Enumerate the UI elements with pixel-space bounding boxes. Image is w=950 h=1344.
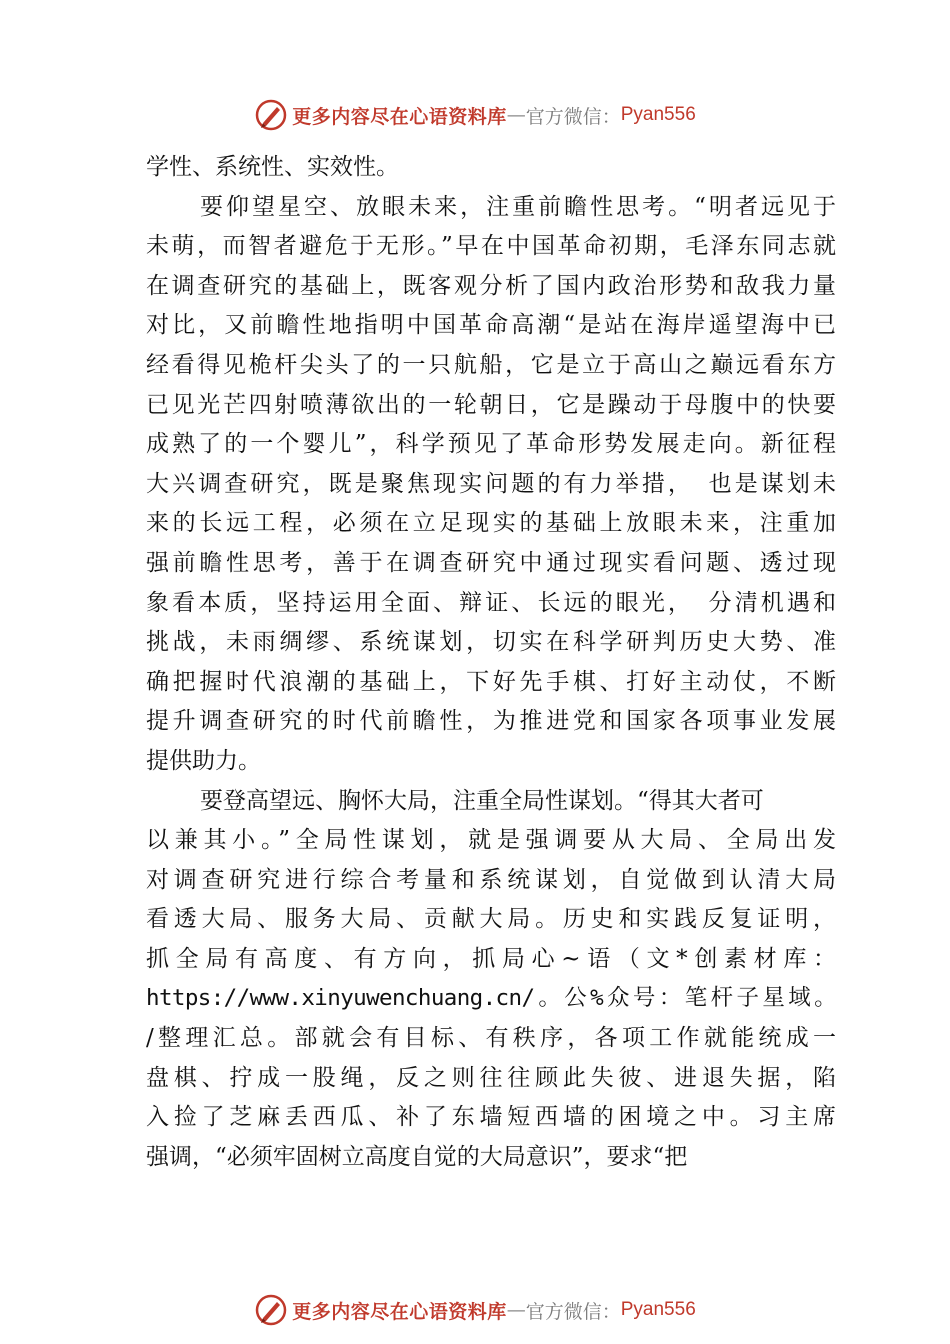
text-line: 盘棋、拧成一股绳，反之则往往顾此失彼、进退失据，陷 — [146, 1064, 836, 1091]
watermark-label: 官方微信： — [525, 105, 621, 128]
text-line: 对调查研究进行综合考量和系统谋划，自觉做到认清大局 — [146, 866, 836, 893]
text-line: 提供助力。 — [146, 747, 261, 774]
watermark-label: 官方微信： — [525, 1300, 621, 1323]
text-line: 确把握时代浪潮的基础上，下好先手棋、打好主动仗，不断 — [146, 668, 836, 695]
pen-seal-logo-icon — [254, 98, 288, 132]
text-line: 大兴调查研究，既是聚焦现实问题的有力举措， 也是谋划未 — [146, 470, 836, 497]
text-line: 提升调查研究的时代前瞻性，为推进党和国家各项事业发展 — [146, 708, 836, 735]
text-line: https://www.xinyuwenchuang.cn/。公%众号：笔杆子星域。 — [146, 985, 836, 1012]
text-line: 以兼其小。”全局性谋划，就是强调要从大局、全局出发 — [146, 827, 836, 854]
text-line: 未萌，而智者避危于无形。”早在中国革命初期，毛泽东同志就 — [146, 233, 836, 260]
text-line: 来的长远工程，必须在立足现实的基础上放眼未来，注重加 — [146, 510, 836, 537]
watermark-footer — [0, 1290, 950, 1330]
pen-seal-logo-icon — [254, 1293, 288, 1327]
text-line: 成熟了的一个婴儿”，科学预见了革命形势发展走向。新征程 — [146, 431, 836, 458]
text-line: 挑战，未雨绸缪、系统谋划，切实在科学研判历史大势、准 — [146, 629, 836, 656]
watermark-header — [0, 95, 950, 135]
watermark-title: 更多内容尽在心语资料库 — [292, 105, 507, 128]
document-body — [146, 148, 836, 1177]
text-line: 已见光芒四射喷薄欲出的一轮朝日，它是躁动于母腹中的快要 — [146, 391, 836, 418]
text-line: 看透大局、服务大局、贡献大局。历史和实践反复证明， — [146, 906, 836, 933]
watermark-dash: — — [506, 104, 526, 126]
text-line: 入捡了芝麻丢西瓜、补了东墙短西墙的困境之中。习主席 — [146, 1104, 836, 1131]
text-line: 对比，又前瞻性地指明中国革命高潮“是站在海岸遥望海中已 — [146, 312, 836, 339]
text-line: 学性、系统性、实效性。 — [146, 154, 399, 180]
text-line: 要仰望星空、放眼未来，注重前瞻性思考。“明者远见于 — [200, 193, 836, 220]
text-line: 象看本质，坚持运用全面、辩证、长远的眼光， 分清机遇和 — [146, 589, 836, 616]
watermark-dash: — — [506, 1299, 526, 1321]
text-line: 要登高望远、胸怀大局，注重全局性谋划。“得其大者可 — [200, 787, 764, 814]
text-line: 抓全局有高度、有方向，抓局心~语（文*创素材库： — [146, 945, 836, 972]
text-line: 强调，“必须牢固树立高度自觉的大局意识”，要求“把 — [146, 1143, 688, 1170]
text-line: 经看得见桅杆尖头了的一只航船，它是立于高山之巅远看东方 — [146, 351, 836, 378]
text-line: /整理汇总。部就会有目标、有秩序，各项工作就能统成一 — [146, 1025, 836, 1052]
watermark-title: 更多内容尽在心语资料库 — [292, 1300, 507, 1323]
watermark-account: Pyan556 — [620, 104, 696, 125]
text-line: 在调查研究的基础上，既客观分析了国内政治形势和敌我力量 — [146, 272, 836, 299]
text-line: 强前瞻性思考，善于在调查研究中通过现实看问题、透过现 — [146, 549, 836, 576]
watermark-account: Pyan556 — [620, 1299, 696, 1320]
